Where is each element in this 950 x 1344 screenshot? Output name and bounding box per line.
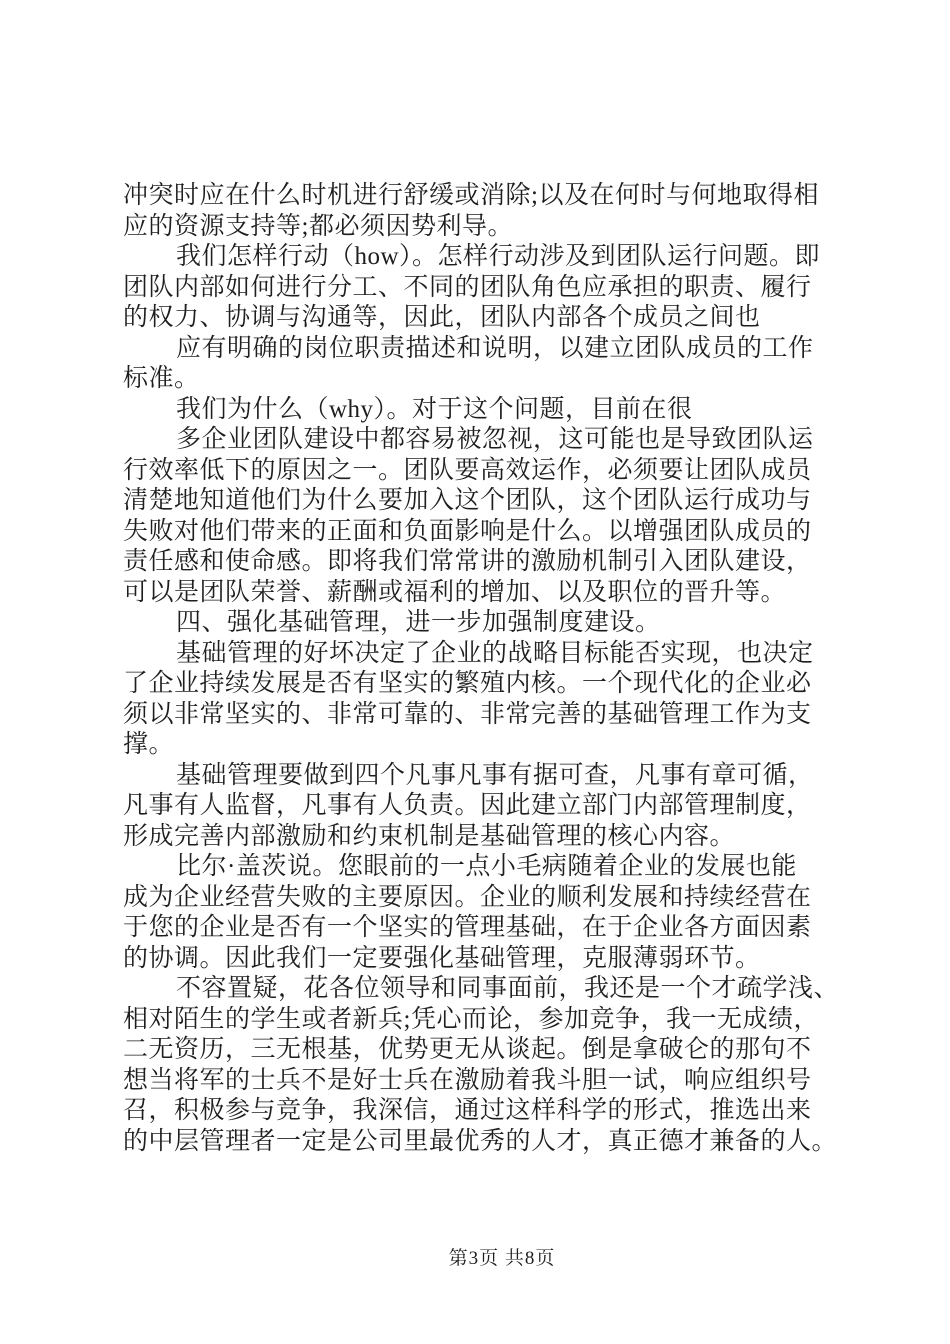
text-line: 失败对他们带来的正面和负面影响是什么。以增强团队成员的	[123, 517, 812, 545]
text-line: 团队内部如何进行分工、不同的团队角色应承担的职责、履行	[123, 273, 812, 301]
text-line: 标准。	[123, 365, 200, 392]
text-line: 凡事有人监督，凡事有人负责。因此建立部门内部管理制度，	[123, 792, 812, 819]
text-line: 责任感和使命感。即将我们常常讲的激励机制引入团队建设，	[123, 548, 812, 575]
text-line: 相对陌生的学生或者新兵;凭心而论，参加竞争，我一无成绩，	[123, 1005, 819, 1033]
text-line: 撑。	[123, 731, 175, 758]
text-line: 二无资历，三无根基，优势更无从谈起。倒是拿破仑的那句不	[123, 1036, 812, 1063]
text-line: 多企业团队建设中都容易被忽视，这可能也是导致团队运	[176, 426, 814, 453]
text-line: 我们怎样行动（how）。怎样行动涉及到团队运行问题。即	[176, 243, 821, 270]
text-line: 基础管理的好坏决定了企业的战略目标能否实现，也决定	[176, 639, 814, 667]
text-line: 形成完善内部激励和约束机制是基础管理的核心内容。	[123, 822, 736, 850]
page-number-indicator: 第3页 共8页	[448, 1248, 556, 1269]
text-line: 想当将军的士兵不是好士兵在激励着我斗胆一试，响应组织号	[123, 1066, 812, 1094]
text-line: 的权力、协调与沟通等，因此，团队内部各个成员之间也	[123, 304, 761, 331]
text-line: 我们为什么（why）。对于这个问题，目前在很	[176, 395, 693, 423]
text-line: 基础管理要做到四个凡事凡事有据可查，凡事有章可循，	[176, 761, 814, 789]
text-line: 了企业持续发展是否有坚实的繁殖内核。一个现代化的企业必	[123, 670, 812, 697]
page-footer	[27, 1243, 950, 1270]
text-line: 应的资源支持等;都必须因势利导。	[123, 212, 513, 240]
text-line: 的中层管理者一定是公司里最优秀的人才，真正德才兼备的人。	[123, 1127, 838, 1155]
text-line: 应有明确的岗位职责描述和说明，以建立团队成员的工作	[176, 334, 814, 362]
text-line: 冲突时应在什么时机进行舒缓或消除;以及在何时与何地取得相	[123, 182, 819, 209]
text-line: 的协调。因此我们一定要强化基础管理，克服薄弱环节。	[123, 944, 761, 972]
text-line: 清楚地知道他们为什么要加入这个团队，这个团队运行成功与	[123, 487, 812, 514]
text-line: 须以非常坚实的、非常可靠的、非常完善的基础管理工作为支	[123, 700, 812, 728]
text-line: 比尔·盖茨说。您眼前的一点小毛病随着企业的发展也能	[176, 853, 797, 880]
text-line: 不容置疑，花各位领导和同事面前，我还是一个才疏学浅、	[176, 975, 840, 1002]
text-line: 行效率低下的原因之一。团队要高效运作，必须要让团队成员	[123, 456, 812, 484]
text-line: 四、强化基础管理，进一步加强制度建设。	[176, 609, 661, 636]
text-line: 成为企业经营失败的主要原因。企业的顺利发展和持续经营在	[123, 883, 812, 911]
text-line: 召，积极参与竞争，我深信，通过这样科学的形式，推选出来	[123, 1097, 812, 1124]
text-line: 于您的企业是否有一个坚实的管理基础，在于企业各方面因素	[123, 914, 812, 941]
document-body	[123, 181, 913, 1157]
text-line: 可以是团队荣誉、薪酬或福利的增加、以及职位的晋升等。	[123, 578, 787, 606]
